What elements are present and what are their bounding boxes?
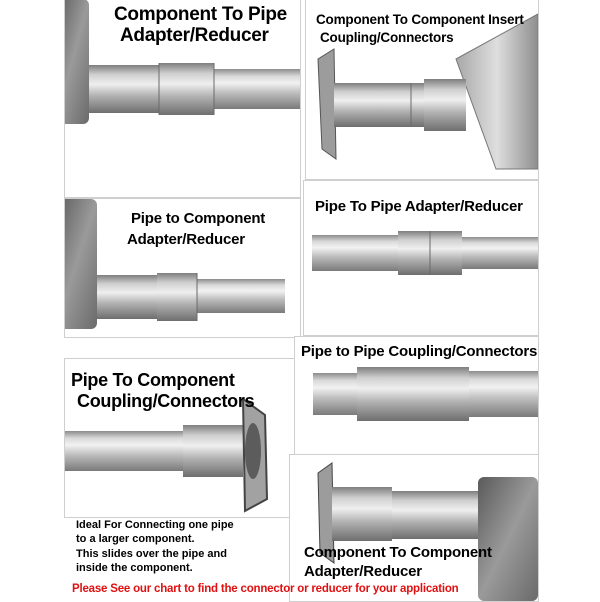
usage-note-line1: Ideal For Connecting one pipe [76, 519, 234, 531]
pipe-to-component-coupling-title [71, 371, 254, 412]
component-insert-title-line1: Component To Component Insert [316, 12, 524, 27]
panel-component-to-pipe [64, 0, 301, 198]
pipe-to-pipe-adapter-title: Pipe To Pipe Adapter/Reducer [315, 198, 523, 215]
pipe-to-component-adapter-title-line2: Adapter/Reducer [127, 231, 245, 249]
panel-component-to-component-adapter [289, 454, 539, 602]
pipe-to-component-coupling-title-line2: Coupling/Connectors [77, 391, 255, 412]
panel-component-to-component-insert [305, 0, 539, 180]
component-to-pipe-title-line2: Adapter/Reducer [120, 24, 269, 46]
panel-pipe-to-component-adapter [64, 198, 301, 338]
usage-note [76, 518, 234, 575]
component-to-component-adapter-title-line2: Adapter/Reducer [304, 563, 422, 581]
pipe-to-component-coupling-title-line1: Pipe To Component [71, 370, 235, 390]
panel-pipe-to-pipe-adapter [303, 180, 539, 336]
pipe-to-component-adapter-title [127, 211, 265, 248]
component-insert-title [316, 13, 524, 45]
component-to-pipe-title [114, 5, 287, 46]
component-to-component-adapter-title-line1: Component To Component [304, 544, 492, 561]
component-to-pipe-title-line1: Component To Pipe [114, 4, 287, 25]
pipe-to-component-adapter-title-line1: Pipe to Component [131, 210, 266, 227]
component-to-component-adapter-title [304, 545, 492, 580]
usage-note-line3: This slides over the pipe and [76, 547, 227, 560]
pipe-to-pipe-coupling-title: Pipe to Pipe Coupling/Connectors [301, 343, 538, 360]
footer-chart-notice: Please See our chart to find the connector or reducer for your application [72, 583, 459, 595]
panel-pipe-to-component-coupling [64, 358, 295, 518]
panel-pipe-to-pipe-coupling [294, 336, 539, 456]
usage-note-line4: inside the component. [76, 561, 193, 574]
usage-note-line2: to a larger component. [76, 533, 195, 546]
component-insert-title-line2: Coupling/Connectors [320, 29, 454, 45]
